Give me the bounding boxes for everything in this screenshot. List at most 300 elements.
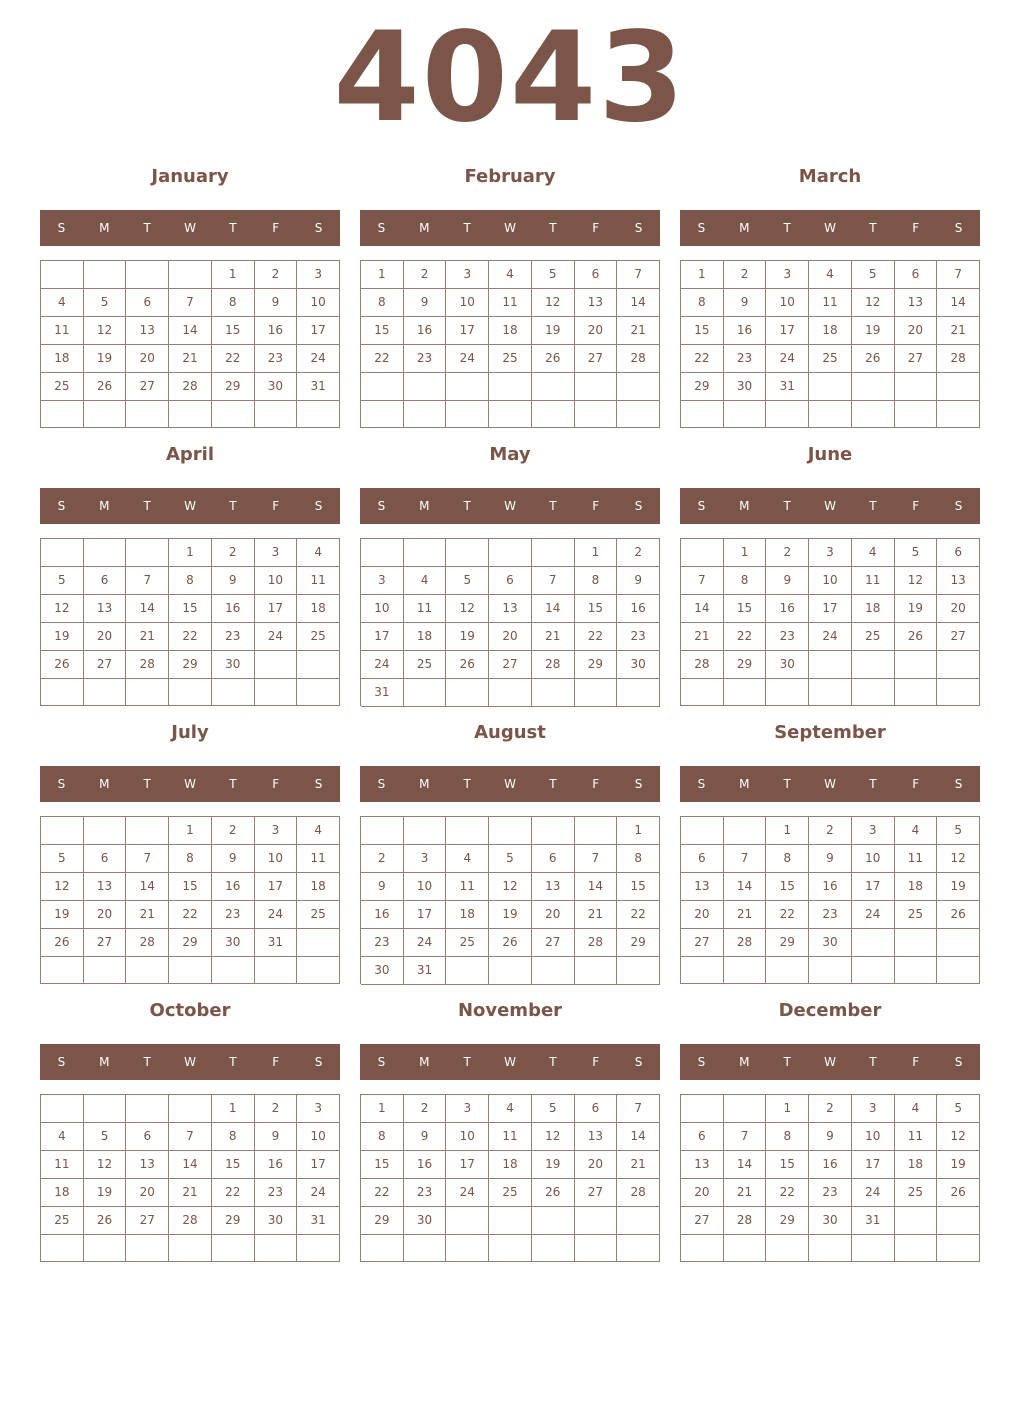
weekday-label: M	[99, 499, 110, 513]
day-cell: 3	[809, 539, 852, 567]
empty-cell	[809, 1235, 852, 1262]
day-cell: 3	[852, 817, 895, 845]
day-cell: 15	[361, 1151, 404, 1179]
day-grid	[680, 538, 980, 706]
day-cell: 1	[766, 1095, 809, 1123]
day-cell: 10	[297, 1123, 340, 1151]
day-grid	[40, 816, 340, 984]
weekday-header	[360, 488, 660, 524]
empty-cell	[532, 1235, 575, 1262]
day-cell: 25	[852, 623, 895, 651]
empty-cell	[809, 679, 852, 706]
day-grid	[680, 260, 980, 428]
weekday-label: W	[504, 777, 516, 791]
day-cell: 29	[575, 651, 618, 679]
empty-cell	[404, 817, 447, 845]
day-cell: 18	[41, 345, 84, 373]
day-cell: 20	[126, 345, 169, 373]
day-cell: 26	[446, 651, 489, 679]
day-cell: 21	[126, 901, 169, 929]
day-cell: 9	[361, 873, 404, 901]
weekday-label: M	[99, 1055, 110, 1069]
day-cell: 8	[212, 1123, 255, 1151]
day-cell: 6	[489, 567, 532, 595]
day-cell: 31	[297, 1207, 340, 1235]
day-cell: 10	[446, 289, 489, 317]
day-cell: 1	[361, 1095, 404, 1123]
day-cell: 16	[361, 901, 404, 929]
day-cell: 8	[617, 845, 660, 873]
day-cell: 23	[361, 929, 404, 957]
day-cell: 3	[852, 1095, 895, 1123]
day-cell: 12	[41, 595, 84, 623]
day-cell: 31	[852, 1207, 895, 1235]
weekday-label: F	[912, 1055, 920, 1069]
day-cell: 8	[361, 1123, 404, 1151]
day-cell: 27	[575, 1179, 618, 1207]
empty-cell	[404, 679, 447, 707]
day-cell: 13	[895, 289, 938, 317]
day-cell: 27	[937, 623, 980, 651]
day-cell: 6	[126, 1123, 169, 1151]
day-cell: 23	[809, 1179, 852, 1207]
day-cell: 22	[681, 345, 724, 373]
day-cell: 23	[212, 623, 255, 651]
day-cell: 12	[852, 289, 895, 317]
day-cell: 16	[255, 317, 298, 345]
empty-cell	[895, 1207, 938, 1235]
day-cell: 14	[617, 289, 660, 317]
day-cell: 11	[404, 595, 447, 623]
empty-cell	[617, 373, 660, 401]
weekday-label: T	[869, 221, 877, 235]
empty-cell	[937, 679, 980, 706]
weekday-label: T	[549, 1055, 557, 1069]
weekday-label: S	[377, 499, 386, 513]
empty-cell	[724, 817, 767, 845]
empty-cell	[532, 817, 575, 845]
day-cell: 12	[446, 595, 489, 623]
day-cell: 3	[766, 261, 809, 289]
day-cell: 23	[255, 345, 298, 373]
month-title: December	[778, 1000, 882, 1021]
day-cell: 17	[809, 595, 852, 623]
day-cell: 27	[895, 345, 938, 373]
day-cell: 8	[724, 567, 767, 595]
empty-cell	[212, 957, 255, 984]
day-cell: 7	[937, 261, 980, 289]
day-cell: 8	[169, 567, 212, 595]
weekday-label: W	[504, 499, 516, 513]
day-cell: 25	[446, 929, 489, 957]
weekday-label: F	[592, 777, 600, 791]
day-cell: 6	[126, 289, 169, 317]
weekday-label: W	[504, 221, 516, 235]
empty-cell	[724, 401, 767, 428]
empty-cell	[41, 817, 84, 845]
day-cell: 13	[937, 567, 980, 595]
day-cell: 27	[489, 651, 532, 679]
empty-cell	[297, 651, 340, 679]
empty-cell	[575, 957, 618, 985]
day-cell: 9	[404, 289, 447, 317]
day-cell: 23	[766, 623, 809, 651]
day-cell: 22	[212, 1179, 255, 1207]
day-cell: 21	[575, 901, 618, 929]
day-cell: 5	[937, 817, 980, 845]
day-grid	[360, 1094, 660, 1262]
day-cell: 25	[809, 345, 852, 373]
day-cell: 22	[766, 1179, 809, 1207]
empty-cell	[575, 1235, 618, 1262]
day-cell: 17	[255, 873, 298, 901]
day-cell: 22	[575, 623, 618, 651]
empty-cell	[126, 261, 169, 289]
empty-cell	[766, 401, 809, 428]
day-cell: 15	[617, 873, 660, 901]
empty-cell	[532, 957, 575, 985]
day-cell: 17	[766, 317, 809, 345]
day-cell: 18	[41, 1179, 84, 1207]
day-grid	[40, 1094, 340, 1262]
day-cell: 30	[212, 651, 255, 679]
day-cell: 17	[404, 901, 447, 929]
day-cell: 16	[809, 873, 852, 901]
day-cell: 12	[532, 1123, 575, 1151]
day-cell: 20	[937, 595, 980, 623]
day-cell: 2	[809, 817, 852, 845]
weekday-label: F	[912, 221, 920, 235]
weekday-label: T	[869, 777, 877, 791]
day-cell: 20	[532, 901, 575, 929]
day-cell: 4	[489, 261, 532, 289]
day-cell: 31	[404, 957, 447, 985]
weekday-header	[680, 766, 980, 802]
day-cell: 7	[532, 567, 575, 595]
empty-cell	[895, 651, 938, 679]
day-cell: 31	[297, 373, 340, 401]
day-grid	[40, 538, 340, 706]
empty-cell	[446, 539, 489, 567]
weekday-header	[360, 210, 660, 246]
day-cell: 29	[766, 1207, 809, 1235]
empty-cell	[169, 957, 212, 984]
empty-cell	[489, 817, 532, 845]
day-cell: 5	[84, 289, 127, 317]
day-cell: 8	[361, 289, 404, 317]
weekday-label: M	[739, 777, 750, 791]
weekday-label: S	[697, 499, 706, 513]
empty-cell	[895, 679, 938, 706]
day-cell: 18	[446, 901, 489, 929]
day-cell: 18	[297, 873, 340, 901]
day-cell: 24	[297, 1179, 340, 1207]
weekday-header	[40, 766, 340, 802]
day-cell: 5	[489, 845, 532, 873]
day-cell: 21	[126, 623, 169, 651]
day-cell: 30	[809, 1207, 852, 1235]
day-cell: 1	[169, 817, 212, 845]
empty-cell	[532, 401, 575, 429]
empty-cell	[41, 1235, 84, 1262]
empty-cell	[361, 817, 404, 845]
day-cell: 2	[404, 1095, 447, 1123]
weekday-label: T	[463, 221, 471, 235]
day-cell: 28	[724, 1207, 767, 1235]
day-cell: 1	[212, 1095, 255, 1123]
month-title: May	[489, 444, 531, 465]
weekday-label: W	[824, 777, 836, 791]
day-cell: 8	[766, 1123, 809, 1151]
weekday-label: F	[272, 221, 280, 235]
empty-cell	[446, 679, 489, 707]
day-cell: 14	[169, 1151, 212, 1179]
day-cell: 24	[255, 901, 298, 929]
empty-cell	[255, 401, 298, 428]
day-cell: 15	[212, 1151, 255, 1179]
empty-cell	[41, 957, 84, 984]
day-cell: 5	[446, 567, 489, 595]
day-cell: 13	[126, 317, 169, 345]
day-cell: 14	[617, 1123, 660, 1151]
weekday-label: M	[739, 499, 750, 513]
day-cell: 26	[41, 929, 84, 957]
empty-cell	[681, 679, 724, 706]
day-cell: 26	[489, 929, 532, 957]
weekday-label: S	[954, 221, 963, 235]
day-cell: 15	[169, 873, 212, 901]
empty-cell	[84, 957, 127, 984]
day-cell: 3	[297, 261, 340, 289]
day-cell: 23	[617, 623, 660, 651]
day-cell: 18	[852, 595, 895, 623]
empty-cell	[766, 1235, 809, 1262]
empty-cell	[169, 401, 212, 428]
day-cell: 8	[766, 845, 809, 873]
empty-cell	[446, 1235, 489, 1262]
day-cell: 2	[724, 261, 767, 289]
day-cell: 2	[361, 845, 404, 873]
day-cell: 16	[766, 595, 809, 623]
day-cell: 4	[41, 1123, 84, 1151]
weekday-label: S	[314, 499, 323, 513]
day-cell: 1	[766, 817, 809, 845]
empty-cell	[126, 817, 169, 845]
empty-cell	[937, 651, 980, 679]
empty-cell	[937, 1235, 980, 1262]
day-cell: 24	[404, 929, 447, 957]
day-cell: 5	[41, 567, 84, 595]
day-cell: 17	[297, 1151, 340, 1179]
empty-cell	[489, 373, 532, 401]
day-cell: 22	[617, 901, 660, 929]
day-cell: 28	[169, 373, 212, 401]
day-cell: 15	[169, 595, 212, 623]
weekday-label: T	[143, 777, 151, 791]
empty-cell	[297, 679, 340, 706]
day-cell: 8	[575, 567, 618, 595]
empty-cell	[404, 539, 447, 567]
empty-cell	[169, 1235, 212, 1262]
day-cell: 13	[575, 289, 618, 317]
day-cell: 6	[937, 539, 980, 567]
day-cell: 20	[895, 317, 938, 345]
day-cell: 11	[489, 289, 532, 317]
empty-cell	[681, 817, 724, 845]
day-cell: 25	[404, 651, 447, 679]
day-cell: 23	[255, 1179, 298, 1207]
day-cell: 24	[297, 345, 340, 373]
day-cell: 29	[681, 373, 724, 401]
day-cell: 13	[681, 873, 724, 901]
day-cell: 19	[446, 623, 489, 651]
day-cell: 21	[937, 317, 980, 345]
weekday-label: T	[143, 221, 151, 235]
month-title: November	[457, 1000, 563, 1021]
empty-cell	[724, 1095, 767, 1123]
empty-cell	[126, 1095, 169, 1123]
empty-cell	[852, 929, 895, 957]
empty-cell	[404, 373, 447, 401]
empty-cell	[41, 679, 84, 706]
empty-cell	[169, 1095, 212, 1123]
day-cell: 26	[937, 1179, 980, 1207]
weekday-label: S	[954, 777, 963, 791]
empty-cell	[126, 679, 169, 706]
day-cell: 19	[937, 873, 980, 901]
day-cell: 28	[681, 651, 724, 679]
day-cell: 10	[766, 289, 809, 317]
day-cell: 4	[446, 845, 489, 873]
day-cell: 12	[84, 1151, 127, 1179]
day-cell: 9	[255, 1123, 298, 1151]
day-cell: 8	[681, 289, 724, 317]
day-cell: 21	[724, 1179, 767, 1207]
day-cell: 12	[41, 873, 84, 901]
day-cell: 3	[361, 567, 404, 595]
empty-cell	[361, 401, 404, 429]
day-cell: 7	[681, 567, 724, 595]
day-cell: 30	[255, 1207, 298, 1235]
weekday-label: F	[272, 499, 280, 513]
day-cell: 27	[575, 345, 618, 373]
empty-cell	[489, 679, 532, 707]
day-cell: 13	[532, 873, 575, 901]
day-cell: 16	[809, 1151, 852, 1179]
empty-cell	[766, 679, 809, 706]
empty-cell	[126, 957, 169, 984]
day-cell: 19	[41, 901, 84, 929]
empty-cell	[852, 651, 895, 679]
day-cell: 11	[895, 845, 938, 873]
empty-cell	[126, 401, 169, 428]
empty-cell	[852, 1235, 895, 1262]
day-cell: 4	[489, 1095, 532, 1123]
weekday-label: S	[57, 777, 66, 791]
empty-cell	[361, 373, 404, 401]
empty-cell	[809, 957, 852, 984]
day-cell: 15	[575, 595, 618, 623]
weekday-label: T	[869, 499, 877, 513]
day-cell: 1	[724, 539, 767, 567]
day-cell: 30	[255, 373, 298, 401]
weekday-label: F	[592, 1055, 600, 1069]
day-cell: 12	[489, 873, 532, 901]
weekday-label: T	[229, 1055, 237, 1069]
day-cell: 3	[255, 817, 298, 845]
empty-cell	[489, 1235, 532, 1262]
empty-cell	[575, 373, 618, 401]
empty-cell	[617, 1207, 660, 1235]
empty-cell	[297, 401, 340, 428]
day-cell: 23	[809, 901, 852, 929]
day-cell: 4	[297, 539, 340, 567]
day-cell: 24	[852, 1179, 895, 1207]
day-cell: 12	[937, 1123, 980, 1151]
weekday-label: S	[954, 1055, 963, 1069]
weekday-label: S	[634, 777, 643, 791]
day-cell: 29	[169, 651, 212, 679]
day-cell: 7	[617, 261, 660, 289]
day-cell: 7	[724, 1123, 767, 1151]
empty-cell	[446, 401, 489, 429]
empty-cell	[724, 1235, 767, 1262]
empty-cell	[212, 679, 255, 706]
day-cell: 5	[532, 261, 575, 289]
weekday-label: F	[592, 221, 600, 235]
empty-cell	[41, 1095, 84, 1123]
day-cell: 22	[361, 345, 404, 373]
day-cell: 21	[617, 1151, 660, 1179]
day-cell: 7	[126, 845, 169, 873]
day-cell: 15	[212, 317, 255, 345]
day-cell: 2	[212, 817, 255, 845]
day-cell: 18	[489, 1151, 532, 1179]
empty-cell	[41, 539, 84, 567]
weekday-label: M	[739, 1055, 750, 1069]
empty-cell	[446, 1207, 489, 1235]
day-cell: 2	[766, 539, 809, 567]
day-cell: 9	[766, 567, 809, 595]
empty-cell	[446, 817, 489, 845]
empty-cell	[169, 261, 212, 289]
day-cell: 5	[532, 1095, 575, 1123]
empty-cell	[681, 1235, 724, 1262]
weekday-header	[40, 488, 340, 524]
day-cell: 13	[84, 595, 127, 623]
weekday-label: T	[783, 499, 791, 513]
empty-cell	[681, 539, 724, 567]
empty-cell	[84, 261, 127, 289]
day-cell: 11	[41, 1151, 84, 1179]
weekday-label: S	[377, 221, 386, 235]
day-cell: 7	[575, 845, 618, 873]
day-cell: 13	[681, 1151, 724, 1179]
day-cell: 29	[766, 929, 809, 957]
day-cell: 10	[852, 845, 895, 873]
empty-cell	[852, 957, 895, 984]
day-cell: 31	[361, 679, 404, 707]
day-cell: 29	[617, 929, 660, 957]
day-cell: 18	[895, 873, 938, 901]
empty-cell	[84, 1095, 127, 1123]
empty-cell	[404, 401, 447, 429]
weekday-header	[360, 1044, 660, 1080]
day-cell: 17	[446, 1151, 489, 1179]
day-cell: 11	[852, 567, 895, 595]
day-cell: 16	[724, 317, 767, 345]
day-grid	[360, 816, 660, 984]
